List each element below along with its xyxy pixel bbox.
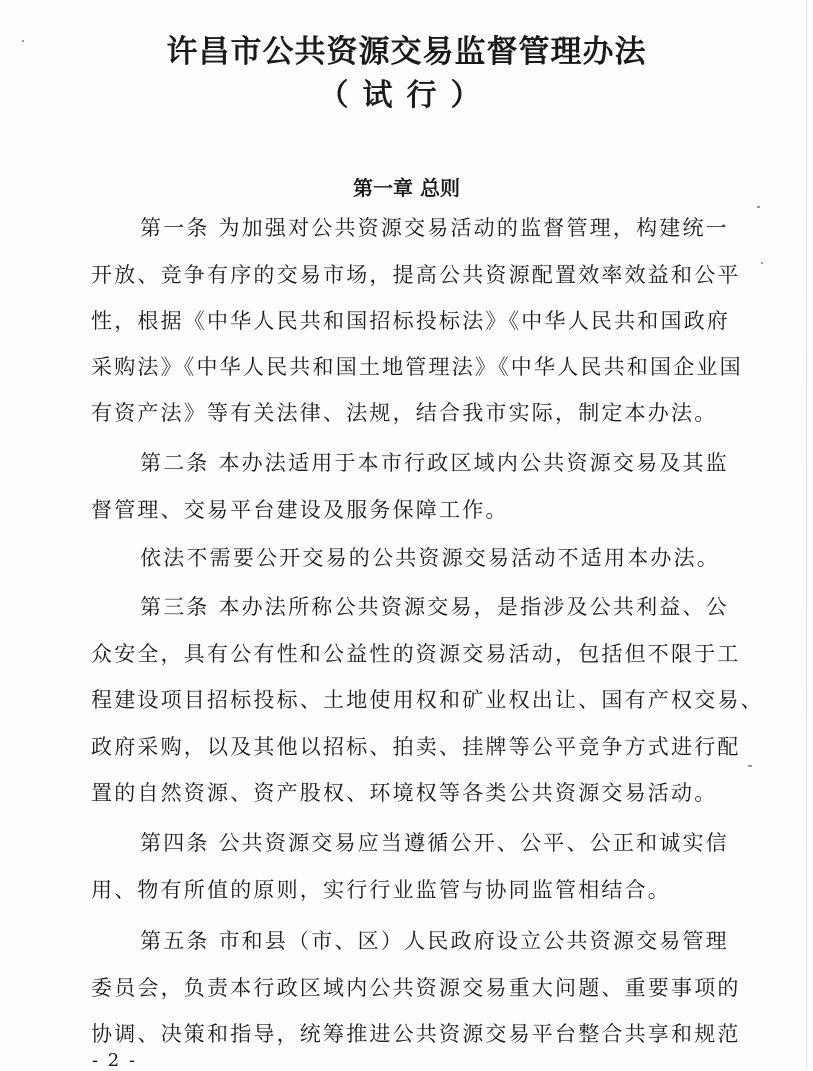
text-line: 督管理、交易平台建设及服务保障工作。: [91, 498, 509, 522]
text-line: 第五条 市和县（市、区）人民政府设立公共资源交易管理: [140, 929, 729, 953]
scan-speck: [748, 765, 752, 767]
text-line: 政府采购，以及其他以招标、拍卖、挂牌等公平竞争方式进行配: [91, 735, 741, 759]
document-subtitle: （试行）: [318, 78, 495, 113]
text-line: 协调、决策和指导，统筹推进公共资源交易平台整合共享和规范: [91, 1022, 741, 1046]
text-line: 程建设项目招标投标、土地使用权和矿业权出让、国有产权交易、: [91, 688, 764, 712]
text-line: 有资产法》等有关法律、法规，结合我市实际，制定本办法。: [91, 401, 718, 425]
text-line: 开放、竞争有序的交易市场，提高公共资源配置效率效益和公平: [91, 263, 741, 287]
text-line: 众安全，具有公有性和公益性的资源交易活动，包括但不限于工: [91, 642, 741, 666]
document-title: 许昌市公共资源交易监督管理办法: [166, 34, 647, 70]
text-line: 第二条 本办法适用于本市行政区域内公共资源交易及其监: [140, 451, 729, 475]
text-line: 委员会，负责本行政区域内公共资源交易重大问题、重要事项的: [91, 976, 741, 1000]
text-line: 依法不需要公开交易的公共资源交易活动不适用本办法。: [140, 546, 720, 570]
scan-edge: [806, 0, 807, 1069]
text-line: 置的自然资源、资产股权、环境权等各类公共资源交易活动。: [91, 781, 718, 805]
text-line: 第四条 公共资源交易应当遵循公开、公平、公正和诚实信: [140, 831, 729, 855]
scan-speck: [761, 262, 763, 264]
page-number: - 2 -: [92, 1050, 138, 1071]
scan-speck: [22, 40, 24, 42]
text-line: 第三条 本办法所称公共资源交易，是指涉及公共利益、公: [140, 595, 729, 619]
scan-speck: [757, 206, 760, 208]
text-line: 采购法》《中华人民共和国土地管理法》《中华人民共和国企业国: [91, 355, 743, 379]
text-line: 第一条 为加强对公共资源交易活动的监督管理，构建统一: [140, 216, 729, 240]
text-line: 性，根据《中华人民共和国招标投标法》《中华人民共和国政府: [91, 309, 731, 333]
text-line: 用、物有所值的原则，实行行业监管与协同监管相结合。: [91, 878, 671, 902]
chapter-heading: 第一章 总则: [353, 176, 460, 200]
